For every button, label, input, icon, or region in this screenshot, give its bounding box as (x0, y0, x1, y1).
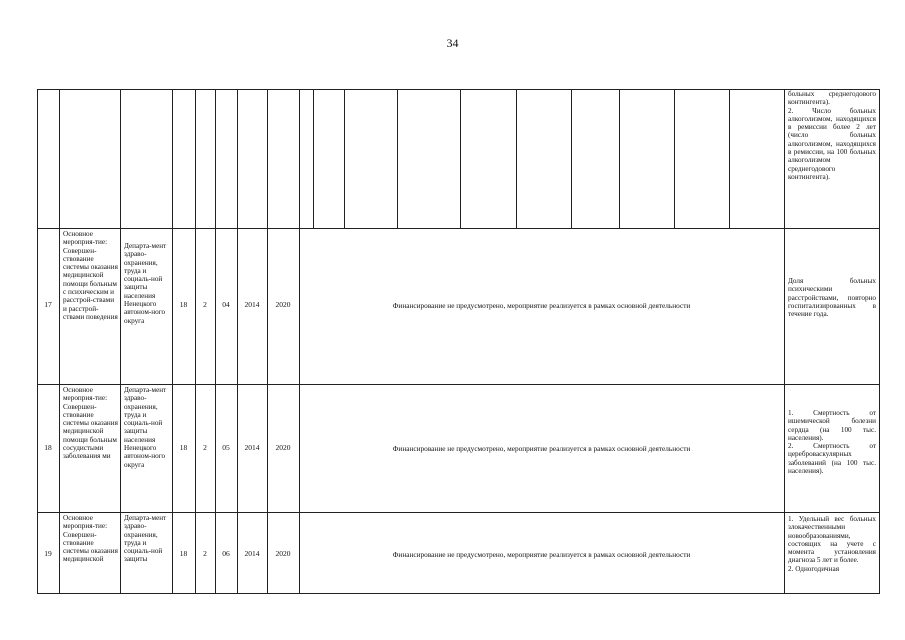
code-om: 06 (222, 550, 230, 558)
row-number: 18 (44, 444, 52, 452)
code-pp: 2 (203, 550, 207, 558)
code-gp: 18 (179, 301, 188, 309)
col-divider (172, 89, 173, 594)
col-divider (674, 89, 675, 228)
col-divider (460, 89, 461, 228)
code-gp: 18 (179, 444, 188, 452)
executor-name: Департа-мент здраво-охранения, труда и социаль-ной защиты населения Ненецкого автоном-ного округа (124, 242, 167, 325)
code-om: 05 (222, 444, 230, 452)
row-number: 19 (44, 550, 52, 558)
col-divider (784, 89, 785, 594)
financing-note: Финансирование не предусмотрено, мероприятие реализуется в рамках основной деятельности (392, 444, 691, 453)
page-number: 34 (446, 36, 459, 50)
financing-note: Финансирование не предусмотрено, мероприятие реализуется в рамках основной деятельности (392, 301, 691, 310)
col-divider (729, 89, 730, 228)
activity-name: Основное мероприя-тие: Совершен-ствование системы оказания медицинской помощи больным сосудистыми заболевания ми (63, 386, 118, 461)
financing-note: Финансирование не предусмотрено, мероприятие реализуется в рамках основной деятельности (392, 550, 691, 559)
indicator-text: Доля больных психическими расстройствами, повторно госпитализированных в течение года. (788, 277, 876, 319)
table-border-bottom (37, 593, 880, 594)
col-divider (59, 89, 60, 594)
col-divider (215, 89, 216, 594)
row-divider (37, 512, 880, 513)
col-divider (195, 89, 196, 594)
row-divider (37, 384, 880, 385)
col-divider (344, 89, 345, 228)
col-divider (571, 89, 572, 228)
end-year: 2020 (275, 301, 291, 309)
col-divider (619, 89, 620, 228)
code-pp: 2 (203, 444, 207, 452)
col-divider (267, 89, 268, 594)
col-divider (237, 89, 238, 594)
activity-name: Основное мероприя-тие: Совершен-ствование системы оказания медицинской помощи больным с психическим и расстрой-ствами и расстрой-ствами поведения (63, 230, 118, 321)
start-year: 2014 (244, 444, 260, 452)
col-divider (37, 89, 38, 594)
col-divider (516, 89, 517, 228)
code-om: 04 (222, 301, 230, 309)
program-table (37, 89, 880, 594)
start-year: 2014 (244, 550, 260, 558)
activity-name: Основное мероприя-тие: Совершен-ствование системы оказания медицинской (63, 514, 118, 564)
end-year: 2020 (275, 550, 291, 558)
col-divider (120, 89, 121, 594)
col-divider (313, 89, 314, 228)
indicator-text: 1. Смертность от ишемической болезни сердца (на 100 тыс. населения). 2. Смертность от цереброваскулярных заболеваний (на 100 тыс. населения). (788, 409, 876, 476)
col-divider (397, 89, 398, 228)
indicator-text: 1. Удельный вес больных злокачественными новообразованиями, состоящих на учете с момента установления диагноза 5 лет и более. 2. Одногодичная (788, 515, 876, 573)
table-border-right (879, 89, 880, 594)
end-year: 2020 (275, 444, 291, 452)
code-pp: 2 (203, 301, 207, 309)
row-number: 17 (44, 301, 52, 309)
executor-name: Департа-мент здраво-охранения, труда и социаль-ной защиты населения Ненецкого автоном-ного округа (124, 386, 167, 469)
row-divider (37, 228, 880, 229)
table-border-top (37, 89, 880, 90)
indicator-text-continued: больных среднегодового контингента). 2. Число больных алкоголизмом, находящихся в ремиссии более 2 лет (число больных алкоголизмом, находящихся в ремиссии, на 100 больных алкоголизмом среднегодового контингента). (788, 90, 876, 181)
executor-name: Департа-мент здраво-охранения, труда и социаль-ной защиты (124, 514, 167, 564)
col-divider (299, 89, 300, 594)
code-gp: 18 (179, 550, 188, 558)
start-year: 2014 (244, 301, 260, 309)
